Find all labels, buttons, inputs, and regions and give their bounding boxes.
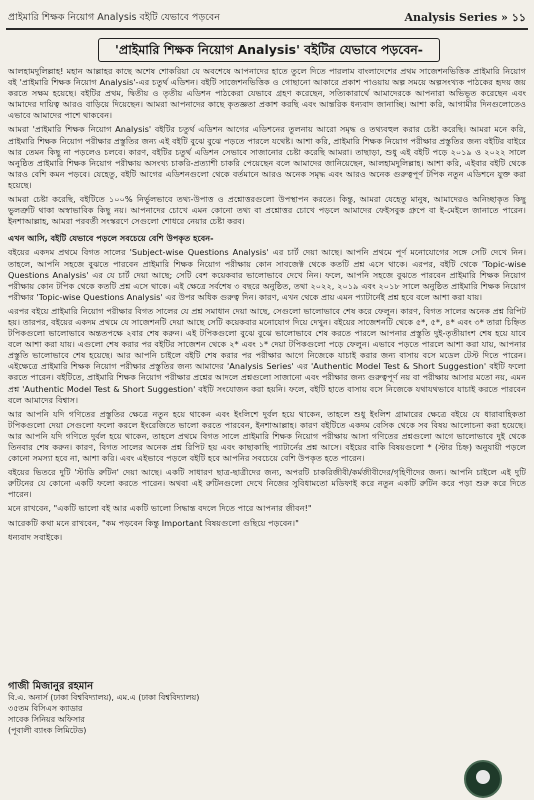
quote-line: আরেকটি কথা মনে রাখবেন, "কম পড়বেন কিন্তু Important বিষয়গুলো গুছিয়ে পড়বেন।" [8, 517, 299, 528]
header-rule [6, 28, 528, 30]
author-name: গাজী মিজানুর রহমান [8, 681, 94, 692]
quote-line: মনে রাখবেন, "একটি ভালো বই আর একটি ভালো সিদ্ধান্ত বদলে দিতে পারে আপনার জীবন!" [8, 503, 312, 514]
author-credential: (পূবালী ব্যাংক লিমিটেড) [8, 726, 87, 735]
paragraph: আমরা 'প্রাইমারি শিক্ষক নিয়োগ Analysis' বইটির চতুর্থ এডিশন আগের এডিশনের তুলনায় আরো সমৃদ্ধ ও তথ্যবহুল করার চেষ্টা করেছি। আমরা মনে করি, প্রাইমারি শিক্ষক নিয়োগ পরীক্ষার প্রস্তুতির জন্য এই বইটি বুঝে বুঝে পড়তে পারলে যথেষ্ট। আশা করি, প্রাইমারি শিক্ষক নিয়োগ পরীক্ষার প্রস্তুতির জন্য বইটির বাইরে আর তেমন কিছু না পড়লেও চলবে। কারণ, বইটির চতুর্থ এডিশন সেভাবে সাজানোর চেষ্টা করেছি আমরা। তাছাড়া, শুধু এই বইটি পড়ে ২০১৯ ও ২০২২ সালে অনুষ্ঠিত প্রাইমারি শিক্ষক নিয়োগ পরীক্ষায় অসংখ্য চাকরি-প্রত্যাশী চাকরি পেয়েছেন বলে আমাদের জানিয়েছেন, আলহামদুলিল্লাহ। আশা করি, এইবার বইটি থেকে আরও বেশি কমন পড়বে। যেহেতু, বইটি আগের এডিশনগুলো থেকে বর্তমানে আরও অনেক সমৃদ্ধ এবং আরও অনেক গুরুত্বপূর্ণ টপিক নতুন এডিশনে যুক্ত করা হয়েছে। [8, 124, 526, 190]
paragraph: বইয়ের ভিতরে দুটি 'স্টাডি রুটিন' দেয়া আছে। একটি সাধারণ ছাত্র-ছাত্রীদের জন্য, অপরটি চাকরিজীবী/কর্মজীবীদের/গৃহিণীদের জন্য। আপনি চাইলে এই দুটি রুটিনের যে কোনো একটি ফলো করতে পারেন। অথবা এই রুটিনগুলো দেখে নিজের সুবিধামতো মডিফাই করে নতুন একটি রুটিন করে পড়া শুরু করে দিতে পারেন। [8, 467, 526, 500]
paragraph: আমরা চেষ্টা করেছি, বইটিতে ১০০% নির্ভুলভাবে তথ্য-উপাত্ত ও প্রশ্নোত্তরগুলো উপস্থাপন করতে। কিন্তু, আমরা যেহেতু মানুষ, আমাদেরও অনিচ্ছাকৃত কিছু ভুলত্রুটি থাকা অস্বাভাবিক কিছু নয়। আপনাদের চোখে এমন কোনো তথ্য বা প্রশ্নোত্তর চোখে পড়লে আমাদের ফেইসবুক গ্রুপে বা ই-মেইলে জানাতে পারেন। ইনশাআল্লাহ, আমরা পরবর্তী সংস্করণে সেগুলো শোধরে নেয়ার চেষ্টা করব। [8, 194, 526, 227]
section-heading: এখন আসি, বইটি যেভাবে পড়লে সবচেয়ে বেশি উপকৃত হবেন- [8, 233, 214, 244]
author-signature [8, 681, 199, 736]
author-credential: বি.এ. অনার্স (ঢাকা বিশ্ববিদ্যালয়), এম.এ (ঢাকা বিশ্ববিদ্যালয়) [8, 693, 200, 702]
watermark-seal-icon [464, 760, 502, 798]
header-title: প্রাইমারি শিক্ষক নিয়োগ Analysis বইটি যেভাবে পড়বেন [8, 12, 220, 23]
paragraph: আলহামদুলিল্লাহ! মহান আল্লাহর কাছে অশেষ শোকরিয়া যে অবশেষে আপনাদের হাতে তুলে দিতে পারলাম বাংলাদেশের প্রথম সাজেশনভিত্তিক প্রাইমারি নিয়োগ বই 'প্রাইমারি শিক্ষক নিয়োগ Analysis'-এর চতুর্থ এডিশন। বইটি সাজেশনভিত্তিক ও গোছানো আকারে প্রকাশ পাওয়ায় অল্প সময়ে অল্পসংখ্যক পাঠকের হৃদয় জয় করতে সক্ষম হয়েছে। বইটির প্রথম, দ্বিতীয় ও তৃতীয় এডিশন পাঠকেরা যেভাবে গ্রহণ করেছেন, সত্যিকারার্থে আমাদেরকে আপনারা অভিভূত করেছেন এবং আমাদের দায়িত্ব আরও বাড়িয়ে দিয়েছেন। আমরা আপনাদের কাছে কৃতজ্ঞতা প্রকাশ করছি এবং আন্তরিক ধন্যবাদ জানাচ্ছি। আশা করি, আগামীর দিনগুলোতেও এভাবে আমাদের পাশে থাকবেন। [8, 66, 526, 121]
author-credential: ৩৫তম বিসিএস ক্যাডার [8, 704, 83, 713]
series-name: Analysis Series [404, 11, 498, 24]
closing-line: ধন্যবাদ সবাইকে। [8, 531, 63, 542]
page-number: ১১ [511, 11, 526, 24]
seal-center [476, 770, 490, 784]
header-series: Analysis Series » ১১ [404, 11, 526, 24]
paragraph: আর আপনি যদি গণিতের প্রস্তুতির ক্ষেত্রে নতুন হয়ে থাকেন এবং ইংলিশে দুর্বল হয়ে থাকেন, তাহলে শুধু ইংলিশ গ্রামারের ক্ষেত্রে বইয়ে যে ধারাবাহিকতা টপিকগুলো দেয়া সেগুলো ফলো করলে ইংরেজিতে ভালো করতে পারবেন, ইনশাআল্লাহ। কারণ বইটিতে একদম বেসিক থেকে সব বিষয় আলোচনা করা হয়েছে। আর আপনি যদি গণিতে দুর্বল হয়ে থাকেন, তাহলে প্রথমে বিগত সালে প্রাইমারি শিক্ষক নিয়োগ পরীক্ষায় আসা গণিতের প্রশ্নগুলো আগে ভালোভাবে দুই থেকে তিনবার শেষ করুন। কারণ, বিগত সালের অনেক প্রশ্ন রিপিট হয় এবং কাছাকাছি প্যাটার্নের প্রশ্ন আসে। বইয়ের বাকি বিষয়গুলো * (স্টার চিহ্ন) অনুযায়ী পড়লে কোনো সমস্যা হবে না, আশা করি। এবং এইভাবে পড়লে বইটি হবে আপনির সবচেয়ে বেশি উপকৃত হতে পারেন। [8, 408, 526, 464]
author-credential: সাবেক সিনিয়র অফিসার [8, 715, 85, 724]
body-text [8, 66, 526, 546]
paragraph: এরপর বইয়ে প্রাইমারি নিয়োগ পরীক্ষার বিগত সালের যে প্রশ্ন সমাধান দেয়া আছে, সেগুলো ভালোভাবে শেষ করে ফেলুন। কারণ, বিগত সালের অনেক প্রশ্ন রিপিট হয়। তারপর, বইয়ের একদম প্রথমে যে সাজেশনটি দেয়া আছে সেটি কয়েকবার মনোযোগ দিয়ে দেখুন। বইয়ের সাজেশনটি থেকে ৫*, ৫*, ৪* এবং ৩* তারা চিহ্নিত টপিকগুলো ভালোভাবে অন্ততপক্ষে ২বার শেষ করুন। এই টপিকগুলো বুঝে বুঝে ভালোভাবে শেষ করতে পারলে আপনার প্রস্তুতি দুই-তৃতীয়াংশ শেষ হয়ে যাবে বলে আশা করা যায়। এগুলো শেষ করার পর বইটির সাজেশন থেকে ২* এবং ১* দেয়া টপিকগুলো পড়ে ফেলুন। এভাবে পড়তে পারলে আশা করা যায়, আপনার প্রস্তুতি ভালোভাবে শেষ হয়েছে। আর আপনি চাইলে বইটি শেষ করার পর পরীক্ষার আগে নিজেকে যাচাই করার জন্য বাসায় বসে মডেল টেস্ট দিতে পারেন। এইক্ষেত্রে প্রাইমারি শিক্ষক নিয়োগ পরীক্ষার প্রস্তুতির জন্য আমাদের 'Analysis Series' এর 'Authentic Model Test & Short Suggestion' বইটি ফলো করতে পারেন। বইটিতে, প্রাইমারি শিক্ষক নিয়োগ পরীক্ষার প্রশ্নের আদলে প্রশ্নগুলো সাজানো এবং পরীক্ষার জন্য গুরুত্বপূর্ণ নয় বা পরীক্ষায় আসার মতো নয়, এমন প্রশ্ন 'Authentic Model Test & Short Suggestion' বইটি সংযোজন করা হয়নি। ফলে, বইটি হাতে বাসায় বসে নিজেকে যথাযথভাবে যাচাই করতে পারবেন বলে আমাদের বিশ্বাস। [8, 305, 526, 405]
running-header [6, 8, 528, 28]
chapter-title: 'প্রাইমারি শিক্ষক নিয়োগ Analysis' বইটির যেভাবে পড়বেন- [98, 38, 440, 62]
paragraph: বইয়ের একদম প্রথমে বিগত সালের 'Subject-wise Questions Analysis' এর চার্ট দেয়া আছে। আপনি প্রথমে পূর্ণ মনোযোগের সঙ্গে সেটি দেখে নিন। তাহলে, আপনি সহজে বুঝতে পারবেন প্রাইমারি শিক্ষক নিয়োগ পরীক্ষায় কোন সাবজেক্ট থেকে কতটি প্রশ্ন এসে থাকে। এরপর, বইটি থেকে 'Topic-wise Questions Analysis' এর যে চার্ট দেয়া আছে; সেটি বেশ কয়েকবার ভালোভাবে দেখে নিন। ফলে, আপনি সহজে বুঝতে পারবেন প্রাইমারি শিক্ষক নিয়োগ পরীক্ষায় কোন টপিক থেকে কতটি প্রশ্ন এসে থাকে। এই ক্ষেত্রে সর্বশেষ ৩ বছরে অনুষ্ঠিত, তথা ২০২২, ২০১৯ এবং ২০১৮ সালে অনুষ্ঠিত প্রাইমারি শিক্ষক নিয়োগ পরীক্ষার 'Topic-wise Questions Analysis' এর উপর অধিক গুরুত্ব দিন। কারণ, এখন থেকে প্রায় এমন প্যাটার্নেই প্রশ্ন হবে বলে আশা করা যায়। [8, 247, 526, 302]
